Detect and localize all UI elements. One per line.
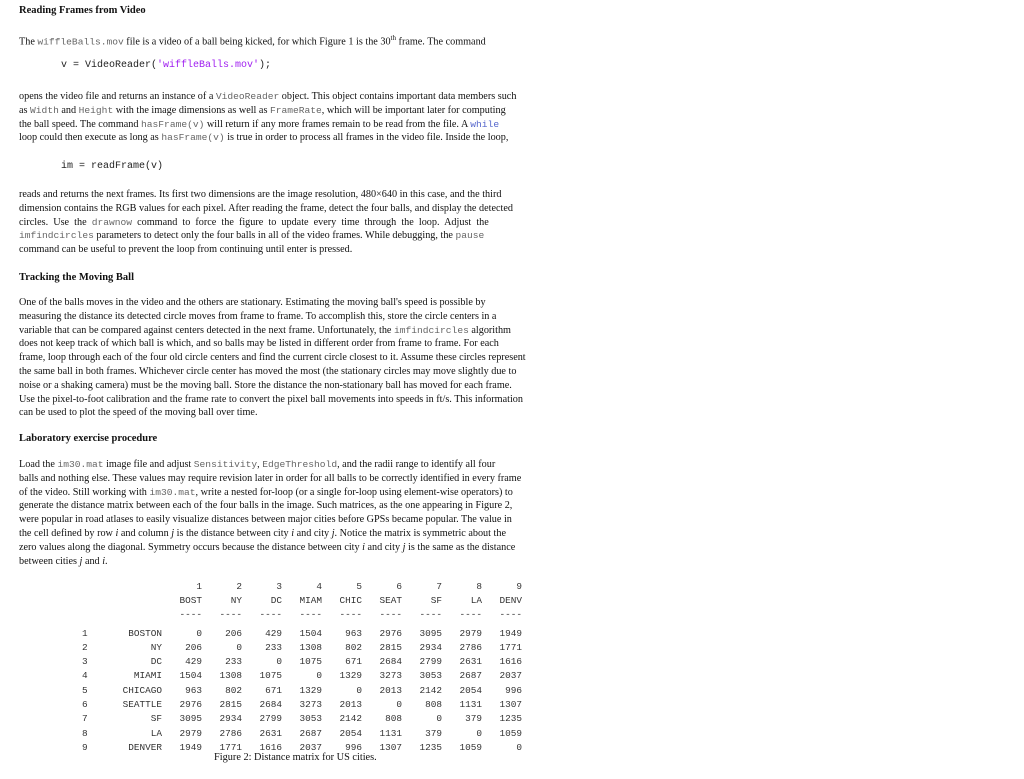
matrix-cell: 2934 — [219, 713, 242, 725]
matrix-cell: 808 — [425, 699, 442, 711]
matrix-cell: 2799 — [419, 656, 442, 668]
matrix-row-index: 7 — [82, 713, 88, 725]
matrix-col-header: DC — [270, 594, 282, 606]
matrix-dash: ---- — [219, 609, 242, 621]
matrix-col-number: 2 — [236, 580, 242, 592]
matrix-col-header: BOST — [179, 594, 202, 606]
matrix-cell: 0 — [476, 727, 482, 739]
matrix-cell: 2013 — [339, 699, 362, 711]
matrix-col-header: CHIC — [339, 594, 362, 606]
matrix-corner — [82, 593, 96, 607]
matrix-cell: 2786 — [459, 641, 482, 653]
matrix-cell: 1059 — [459, 741, 482, 753]
matrix-cell: 1235 — [499, 713, 522, 725]
matrix-dash: ---- — [299, 609, 322, 621]
matrix-row — [82, 726, 522, 740]
matrix-cell: 0 — [316, 670, 322, 682]
matrix-col-number: 9 — [516, 580, 522, 592]
matrix-cell: 1771 — [499, 641, 522, 653]
matrix-col-number: 7 — [436, 580, 442, 592]
matrix-row-name: NY — [150, 641, 162, 653]
paragraph-tracking: One of the balls moves in the video and the others are stationary. Estimating the moving ball's speed is possible by measuring the distance its detected circle moves from frame to frame. To accomplish this, store the circle centers in a variable that can be compared against centers detected in the next frame. Unfortunately, the imfindcircles algorithm does not keep track of which ball is which, and so balls may be listed in different order from frame to frame. For each frame, loop through each of the four old circle centers and find the current circle closest to it. Assume these circles represent the same ball in both frames. Whichever circle center has moved the most (the stationary circles may move slightly due to noise or a shaking camera) must be the moving ball. Store the distance the non-stationary ball has moved for each frame. Use the pixel-to-foot calibration and the frame rate to convert the pixel ball movements into speeds in ft/s. This information can be used to plot the speed of the moving ball over time. — [19, 297, 526, 419]
matrix-cell: 963 — [185, 684, 202, 696]
section-heading-procedure: Laboratory exercise procedure — [19, 433, 158, 444]
matrix-cell: 2799 — [259, 713, 282, 725]
matrix-cell: 2142 — [339, 713, 362, 725]
matrix-cell: 1308 — [219, 670, 242, 682]
matrix-row-name: DC — [150, 656, 162, 668]
matrix-cell: 1235 — [419, 741, 442, 753]
matrix-cell: 3095 — [179, 713, 202, 725]
matrix-cell: 206 — [185, 641, 202, 653]
matrix-cell: 2979 — [459, 627, 482, 639]
matrix-cell: 2976 — [379, 627, 402, 639]
matrix-cell: 1307 — [379, 741, 402, 753]
matrix-row — [82, 640, 522, 654]
figure-caption: Figure 2: Distance matrix for US cities. — [214, 752, 377, 763]
matrix-col-header: LA — [470, 594, 482, 606]
matrix-row-name: LA — [150, 727, 162, 739]
code-videoreader: v = VideoReader('wiffleBalls.mov'); — [61, 60, 272, 71]
matrix-cell: 2976 — [179, 699, 202, 711]
matrix-dash: ---- — [259, 609, 282, 621]
matrix-col-header: SF — [430, 594, 442, 606]
matrix-corner — [96, 593, 162, 607]
matrix-cell: 802 — [225, 684, 242, 696]
matrix-row-index: 3 — [82, 656, 88, 668]
matrix-cell: 2786 — [219, 727, 242, 739]
matrix-cell: 2815 — [379, 641, 402, 653]
matrix-cell: 1949 — [499, 627, 522, 639]
matrix-col-number: 3 — [276, 580, 282, 592]
matrix-cell: 2687 — [299, 727, 322, 739]
matrix-cell: 2631 — [459, 656, 482, 668]
matrix-row-name: CHICAGO — [122, 684, 162, 696]
matrix-cell: 0 — [276, 656, 282, 668]
matrix-cell: 1616 — [499, 656, 522, 668]
matrix-cell: 1075 — [259, 670, 282, 682]
matrix-corner — [82, 608, 96, 622]
matrix-cell: 2013 — [379, 684, 402, 696]
matrix-cell: 2979 — [179, 727, 202, 739]
matrix-cell: 1616 — [259, 741, 282, 753]
matrix-cell: 1504 — [299, 627, 322, 639]
matrix-dash: ---- — [499, 609, 522, 621]
matrix-col-header: SEAT — [379, 594, 402, 606]
matrix-row-name: SF — [150, 713, 162, 725]
matrix-cell: 2684 — [379, 656, 402, 668]
matrix-cell: 1329 — [339, 670, 362, 682]
matrix-row — [82, 654, 522, 668]
matrix-col-number: 1 — [196, 580, 202, 592]
matrix-cell: 802 — [345, 641, 362, 653]
matrix-cell: 1771 — [219, 741, 242, 753]
matrix-cell: 2684 — [259, 699, 282, 711]
matrix-row-index: 5 — [82, 684, 88, 696]
matrix-cell: 3273 — [299, 699, 322, 711]
matrix-cell: 2037 — [299, 741, 322, 753]
matrix-cell: 0 — [356, 684, 362, 696]
matrix-corner — [96, 608, 162, 622]
matrix-col-header: DENV — [499, 594, 522, 606]
matrix-cell: 3273 — [379, 670, 402, 682]
matrix-col-number: 5 — [356, 580, 362, 592]
matrix-dash: ---- — [339, 609, 362, 621]
matrix-cell: 3053 — [299, 713, 322, 725]
paragraph-videoreader: opens the video file and returns an instance of a VideoReader object. This object contains important data members such as Width and Height with the image dimensions as well as FrameRate, which will be important later for computing the ball speed. The command hasFrame(v) will return if any more frames remain to be read from the file. A while loop could then execute as long as hasFrame(v) is true in order to process all frames in the video file. Inside the loop, — [19, 91, 517, 144]
matrix-dash: ---- — [459, 609, 482, 621]
matrix-cell: 996 — [345, 741, 362, 753]
matrix-cell: 0 — [436, 713, 442, 725]
matrix-cell: 1949 — [179, 741, 202, 753]
matrix-cell: 429 — [265, 627, 282, 639]
matrix-cell: 0 — [236, 641, 242, 653]
matrix-row-index: 4 — [82, 670, 88, 682]
matrix-corner — [82, 579, 96, 593]
matrix-row-index: 1 — [82, 627, 88, 639]
matrix-cell: 808 — [385, 713, 402, 725]
matrix-cell: 379 — [465, 713, 482, 725]
matrix-col-number: 6 — [396, 580, 402, 592]
matrix-row-name: SEATTLE — [122, 699, 162, 711]
section-heading-tracking: Tracking the Moving Ball — [19, 272, 135, 283]
matrix-col-number: 8 — [476, 580, 482, 592]
matrix-cell: 1075 — [299, 656, 322, 668]
matrix-cell: 2142 — [419, 684, 442, 696]
matrix-row-index: 2 — [82, 641, 88, 653]
matrix-cell: 233 — [265, 641, 282, 653]
matrix-row-index: 9 — [82, 741, 88, 753]
matrix-col-header: MIAM — [299, 594, 322, 606]
matrix-cell: 3095 — [419, 627, 442, 639]
matrix-cell: 2815 — [219, 699, 242, 711]
matrix-cell: 2631 — [259, 727, 282, 739]
matrix-cell: 1504 — [179, 670, 202, 682]
matrix-cell: 429 — [185, 656, 202, 668]
matrix-cell: 233 — [225, 656, 242, 668]
code-readframe: im = readFrame(v) — [61, 161, 164, 172]
matrix-header-row — [82, 593, 522, 607]
matrix-row — [82, 712, 522, 726]
matrix-row-name: DENVER — [128, 741, 162, 753]
matrix-cell: 1329 — [299, 684, 322, 696]
matrix-cell: 1308 — [299, 641, 322, 653]
matrix-cell: 206 — [225, 627, 242, 639]
matrix-cell: 2037 — [499, 670, 522, 682]
matrix-cell: 1131 — [379, 727, 402, 739]
matrix-cell: 2687 — [459, 670, 482, 682]
matrix-cell: 996 — [505, 684, 522, 696]
matrix-row-name: MIAMI — [133, 670, 162, 682]
distance-matrix-table — [82, 579, 522, 755]
matrix-dash: ---- — [379, 609, 402, 621]
matrix-cell: 671 — [265, 684, 282, 696]
paragraph-procedure: Load the im30.mat image file and adjust Sensitivity, EdgeThreshold, and the radii range to identify all four balls and nothing else. These values may require revision later in order for all balls to be correctly identified in every frame of the video. Still working with im30.mat, write a nested for-loop (or a single for-loop using element-wise operators) to generate the distance matrix between each of the four balls in the image. Such matrices, as the one appearing in Figure 2, were popular in road atlases to easily visualize distances between major cities before GPSs became popular. The value in the cell defined by row i and column j is the distance between city i and city j. Notice the matrix is symmetric about the zero values along the diagonal. Symmetry occurs because the distance between city i and city j is the same as the distance between cities j and i. — [19, 459, 522, 567]
matrix-row-index: 8 — [82, 727, 88, 739]
paragraph-readframe: reads and returns the next frames. Its first two dimensions are the image resolution, 480×640 in this case, and the third dimension contains the RGB values for each pixel. After reading the frame, detect the four balls, and display the detected circles. Use the drawnow command to force the figure to update every time through the loop. Adjust the imfindcircles parameters to detect only the four balls in all of the video frames. While debugging, the pause command can be useful to prevent the loop from continuing until enter is pressed. — [19, 189, 513, 256]
matrix-col-number-row — [82, 579, 522, 593]
matrix-cell: 1059 — [499, 727, 522, 739]
matrix-row — [82, 697, 522, 711]
matrix-corner — [96, 579, 162, 593]
matrix-row-index: 6 — [82, 699, 88, 711]
paragraph-intro: The wiffleBalls.mov file is a video of a ball being kicked, for which Figure 1 is the 30th frame. The command — [19, 34, 486, 48]
matrix-cell: 1131 — [459, 699, 482, 711]
matrix-col-number: 4 — [316, 580, 322, 592]
matrix-row — [82, 626, 522, 640]
matrix-cell: 2054 — [339, 727, 362, 739]
matrix-cell: 963 — [345, 627, 362, 639]
matrix-dash-row — [82, 608, 522, 622]
matrix-cell: 2054 — [459, 684, 482, 696]
matrix-row — [82, 683, 522, 697]
matrix-cell: 2934 — [419, 641, 442, 653]
matrix-cell: 671 — [345, 656, 362, 668]
matrix-cell: 0 — [196, 627, 202, 639]
matrix-row-name: BOSTON — [128, 627, 162, 639]
matrix-cell: 379 — [425, 727, 442, 739]
matrix-cell: 0 — [396, 699, 402, 711]
matrix-cell: 1307 — [499, 699, 522, 711]
matrix-dash: ---- — [179, 609, 202, 621]
section-heading-reading-frames: Reading Frames from Video — [19, 5, 146, 16]
matrix-cell: 3053 — [419, 670, 442, 682]
matrix-cell: 0 — [516, 741, 522, 753]
matrix-dash: ---- — [419, 609, 442, 621]
matrix-row — [82, 669, 522, 683]
matrix-col-header: NY — [230, 594, 242, 606]
